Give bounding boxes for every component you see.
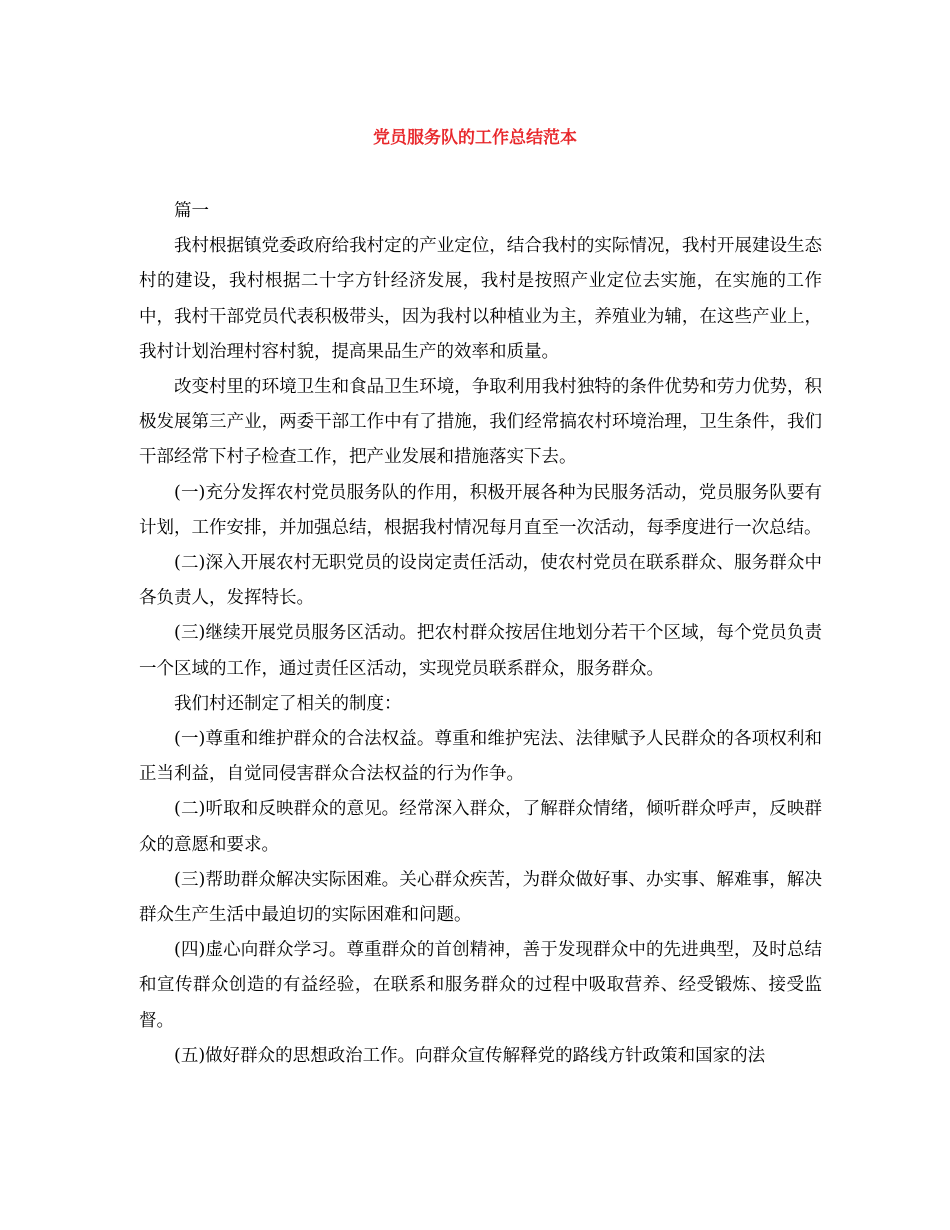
paragraph: 我们村还制定了相关的制度：	[174, 693, 402, 714]
document-title: 党员服务队的工作总结范本	[373, 128, 577, 148]
paragraph: (一)尊重和维护群众的合法权益。尊重和维护宪法、法律赋予人民群众的各项权利和正当利益，自觉同侵害群众合法权益的行为作争。	[139, 729, 822, 785]
paragraph: 改变村里的环境卫生和食品卫生环境，争取利用我村独特的条件优势和劳力优势，积极发展第三产业，两委干部工作中有了措施，我们经常搞农村环境治理，卫生条件，我们干部经常下村子检查工作，把产业发展和措施落实下去。	[139, 377, 822, 468]
paragraph: 我村根据镇党委政府给我村定的产业定位，结合我村的实际情况，我村开展建设生态村的建设，我村根据二十字方针经济发展，我村是按照产业定位去实施，在实施的工作中，我村干部党员代表积极带头，因为我村以种植业为主，养殖业为辅，在这些产业上，我村计划治理村容村貌，提高果品生产的效率和质量。	[139, 236, 822, 362]
document-body	[139, 194, 822, 1074]
paragraph: (一)充分发挥农村党员服务队的作用，积极开展各种为民服务活动，党员服务队要有计划，工作安排，并加强总结，根据我村情况每月直至一次活动，每季度进行一次总结。	[139, 482, 822, 538]
paragraph: (二)听取和反映群众的意见。经常深入群众，了解群众情绪，倾听群众呼声，反映群众的意愿和要求。	[139, 799, 822, 855]
paragraph: (三)继续开展党员服务区活动。把农村群众按居住地划分若干个区域，每个党员负责一个区域的工作，通过责任区活动，实现党员联系群众，服务群众。	[139, 623, 822, 679]
paragraph: (五)做好群众的思想政治工作。向群众宣传解释党的路线方针政策和国家的法	[174, 1045, 766, 1066]
paragraph: (三)帮助群众解决实际困难。关心群众疾苦，为群众做好事、办实事、解难事，解决群众生产生活中最迫切的实际困难和问题。	[139, 869, 822, 926]
paragraph: (四)虚心向群众学习。尊重群众的首创精神，善于发现群众中的先进典型，及时总结和宣传群众创造的有益经验，在联系和服务群众的过程中吸取营养、经受锻炼、接受监督。	[139, 940, 822, 1031]
paragraph: (二)深入开展农村无职党员的设岗定责任活动，使农村党员在联系群众、服务群众中各负责人，发挥特长。	[139, 553, 822, 609]
section-heading: 篇一	[174, 201, 209, 221]
